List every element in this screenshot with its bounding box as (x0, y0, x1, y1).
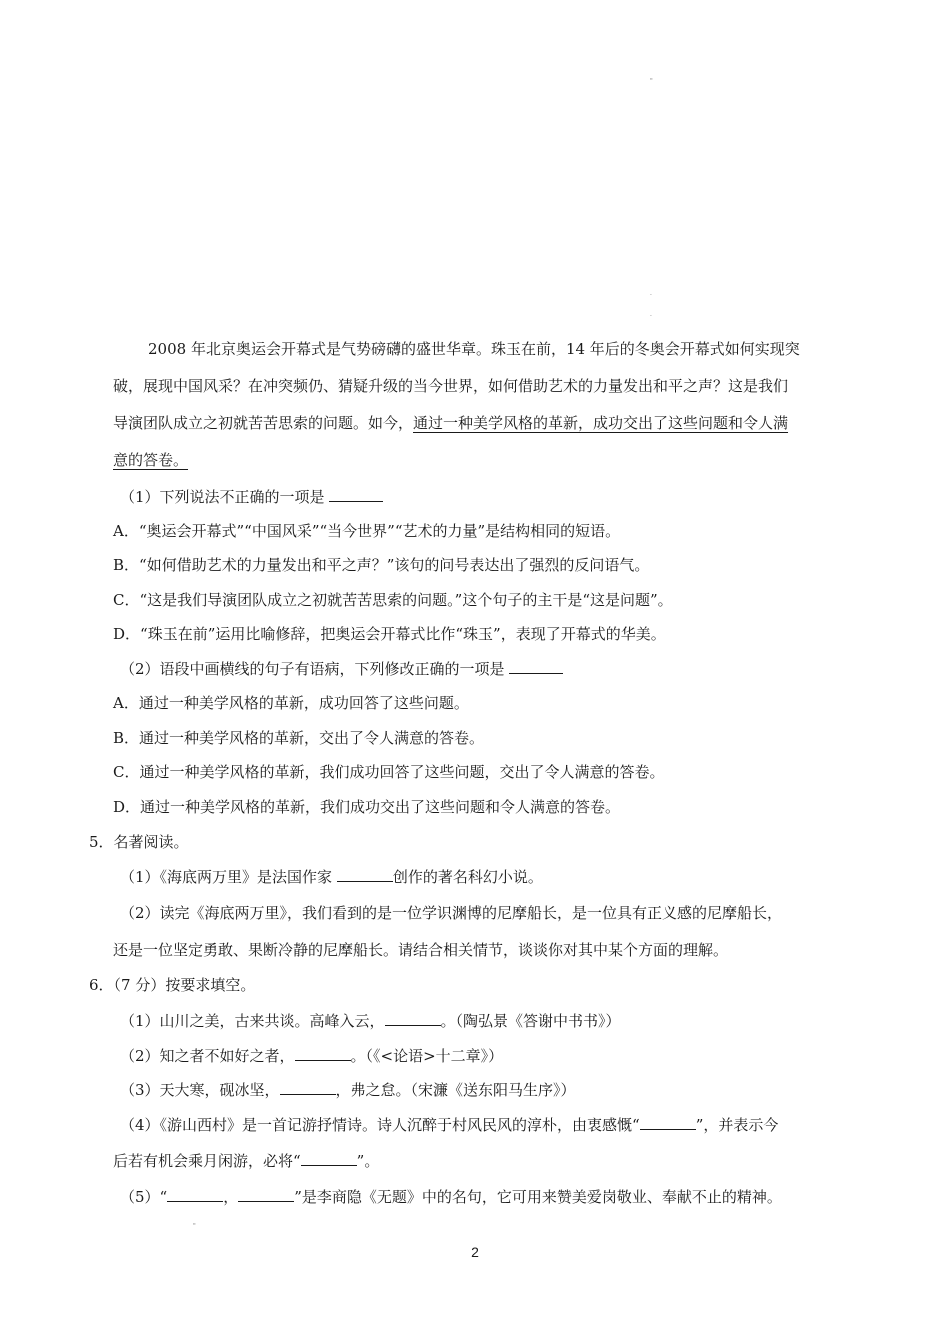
item-text: 。（《<论语>十二章》） (350, 1047, 504, 1065)
fill-item (120, 1114, 778, 1136)
question-title: 6．（7 分）按要求填空。 (89, 976, 256, 994)
fill-item (120, 1045, 503, 1067)
fill-item (113, 1150, 379, 1172)
scan-mark: " (193, 1223, 196, 1230)
answer-blank[interactable] (295, 1045, 351, 1061)
passage-line (113, 449, 188, 471)
answer-blank[interactable] (238, 1186, 294, 1202)
option-b: B．通过一种美学风格的革新，交出了令人满意的答卷。 (113, 729, 485, 747)
answer-blank[interactable] (337, 866, 393, 882)
passage-line: 2008 年北京奥运会开幕式是气势磅礴的盛世华章。珠玉在前，14 年后的冬奥会开幕式如何实现突 (148, 340, 800, 358)
item-text: （1）山川之美，古来共谈。高峰入云， (120, 1012, 385, 1030)
item-text: （1）《海底两万里》是法国作家 (120, 868, 333, 886)
question-item: （2）读完《海底两万里》，我们看到的是一位学识渊博的尼摩船长，是一位具有正义感的尼摩船长， (120, 904, 783, 922)
option-d: D．通过一种美学风格的革新，我们成功交出了这些问题和令人满意的答卷。 (113, 798, 621, 816)
fill-item (120, 1010, 621, 1032)
page-number: 2 (471, 1244, 479, 1260)
answer-blank[interactable] (640, 1114, 696, 1130)
question-item: 还是一位坚定勇敢、果断冷静的尼摩船长。请结合相关情节，谈谈你对其中某个方面的理解。 (113, 941, 729, 959)
answer-blank[interactable] (329, 486, 383, 502)
item-text: （2）知之者不如好之者， (120, 1047, 295, 1065)
item-text: 后若有机会乘月闲游，必将“ (113, 1152, 301, 1170)
item-text: 创作的著名科幻小说。 (392, 868, 543, 886)
passage-line (113, 412, 788, 434)
scan-mark: " (650, 78, 653, 85)
item-text: ，弗之怠。（宋濂《送东阳马生序》） (335, 1081, 576, 1099)
fill-item (120, 1186, 782, 1208)
question-stem (120, 658, 563, 680)
answer-blank[interactable] (509, 658, 563, 674)
item-text: ”，并表示今 (695, 1116, 779, 1134)
answer-blank[interactable] (280, 1079, 336, 1095)
passage-line: 破，展现中国风采？在冲突频仍、猜疑升级的当今世界，如何借助艺术的力量发出和平之声？这是我们 (113, 377, 789, 395)
option-b: B．“如何借助艺术的力量发出和平之声？”该句的问号表达出了强烈的反问语气。 (113, 556, 650, 574)
scan-mark: · (650, 313, 652, 320)
passage-text: 导演团队成立之初就苦苦思索的问题。如今， (113, 414, 414, 432)
item-text: （4）《游山西村》是一首记游抒情诗。诗人沉醉于村风民风的淳朴，由衷感慨“ (120, 1116, 640, 1134)
option-a: A．“奥运会开幕式”“中国风采”“当今世界”“艺术的力量”是结构相同的短语。 (113, 522, 621, 540)
question-item (120, 866, 543, 888)
item-text: ”。 (356, 1152, 380, 1170)
fill-item (120, 1079, 576, 1101)
item-text: （5）“ (120, 1188, 168, 1206)
option-d: D．“珠玉在前”运用比喻修辞，把奥运会开幕式比作“珠玉”，表现了开幕式的华美。 (113, 625, 666, 643)
option-c: C．通过一种美学风格的革新，我们成功回答了这些问题，交出了令人满意的答卷。 (113, 763, 665, 781)
option-a: A．通过一种美学风格的革新，成功回答了这些问题。 (113, 694, 469, 712)
underlined-sentence: 意的答卷。 (113, 451, 189, 469)
question-stem (120, 486, 383, 508)
answer-blank[interactable] (301, 1150, 357, 1166)
item-text: （3）天大寒，砚冰坚， (120, 1081, 280, 1099)
stem-text: （2）语段中画横线的句子有语病，下列修改正确的一项是 (120, 660, 505, 678)
option-c: C．“这是我们导演团队成立之初就苦苦思索的问题。”这个句子的主干是“这是问题”。 (113, 591, 673, 609)
answer-blank[interactable] (167, 1186, 223, 1202)
scan-mark: · (650, 292, 652, 299)
item-text: ， (223, 1188, 239, 1206)
answer-blank[interactable] (385, 1010, 441, 1026)
stem-text: （1）下列说法不正确的一项是 (120, 488, 325, 506)
item-text: ”是李商隐《无题》中的名句，它可用来赞美爱岗敬业、奉献不止的精神。 (294, 1188, 782, 1206)
question-title: 5．名著阅读。 (89, 833, 189, 851)
item-text: 。（陶弘景《答谢中书书》） (440, 1012, 621, 1030)
underlined-sentence: 通过一种美学风格的革新，成功交出了这些问题和令人满 (413, 414, 789, 432)
